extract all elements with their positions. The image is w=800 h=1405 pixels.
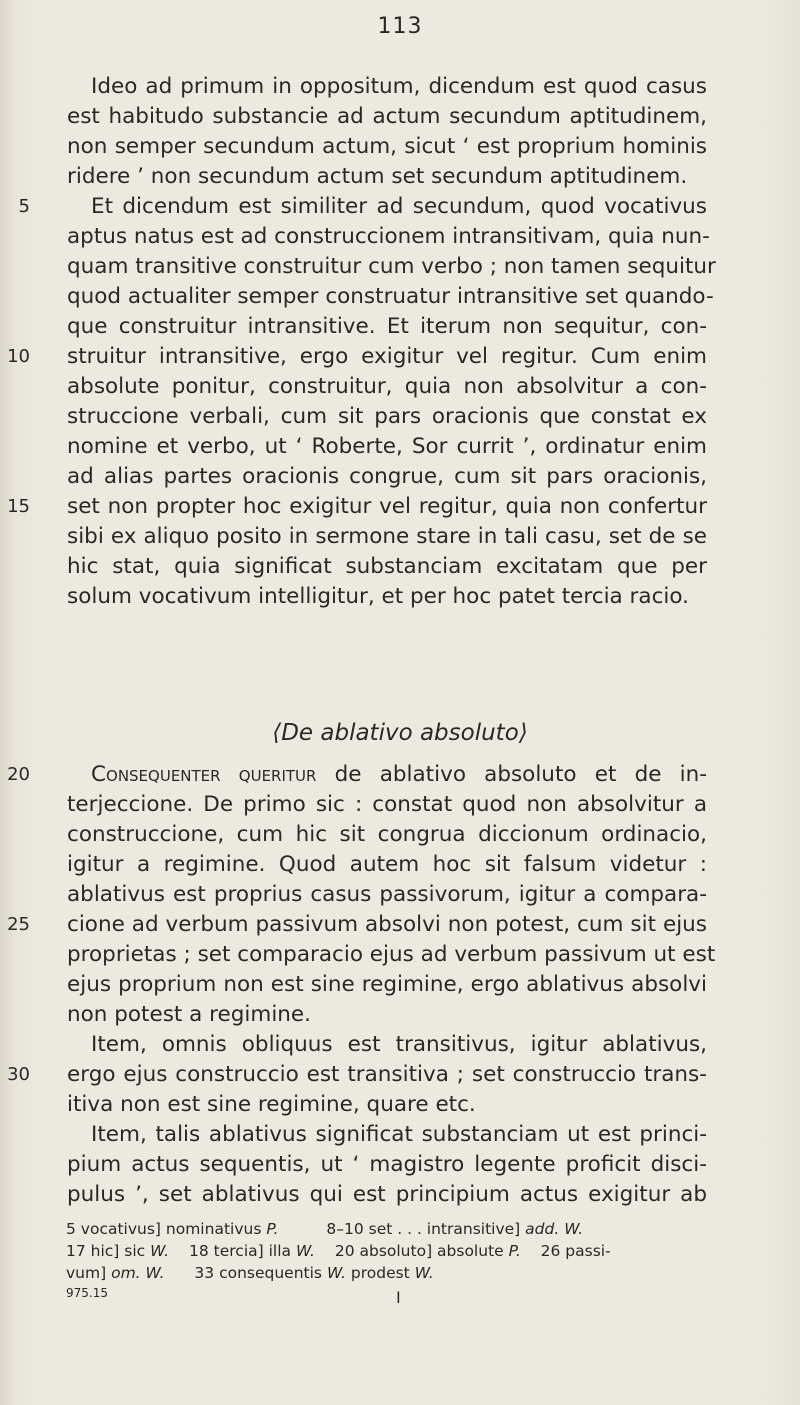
text-line: quam transitive construitur cum verbo ; non tamen sequitur [67,254,716,279]
page-number: 113 [377,14,423,39]
note-ref: 17 hic] sic [66,1242,146,1260]
note-siglum: W. [145,1264,165,1282]
text-line [91,760,707,790]
note-siglum: P. [508,1242,521,1260]
text-line: Ideo ad primum in oppositum, dicendum est quod casus [91,74,707,99]
text-line: non potest a regimine. [67,1002,311,1027]
note-om: om. [111,1264,141,1282]
text-line: Et dicendum est similiter ad secundum, quod vocativus [91,194,707,219]
text-line: terjeccione. De primo sic : constat quod non absolvitur a [67,792,707,817]
note-ref: vum] [66,1264,107,1282]
text-line-rest: de ablativo absoluto et de in- [316,762,707,787]
line-number: 25 [7,914,30,935]
text-line: quod actualiter semper construatur intransitive set quando- [67,284,714,309]
text-line: hic stat, quia significat substanciam excitatam que per [67,554,707,579]
note-text: nominativus [165,1220,262,1238]
text-line: ridere ’ non secundum actum set secundum aptitudinem. [67,164,688,189]
note-ref: prodest [350,1264,410,1282]
note-siglum: W. [326,1264,346,1282]
text-line: proprietas ; set comparacio ejus ad verbum passivum ut est [67,942,716,967]
note-ref: 20 absoluto] absolute [334,1242,504,1260]
line-number: 20 [7,764,30,785]
sheet-mark: I [396,1288,401,1307]
text-line: cione ad verbum passivum absolvi non potest, cum sit ejus [67,912,707,937]
note-siglum: W. [564,1220,584,1238]
note-ref: 5 vocativus] [66,1220,161,1238]
text-line: ablativus est proprius casus passivorum, igitur a compara- [67,882,707,907]
text-line: absolute ponitur, construitur, quia non absolvitur a con- [67,374,707,399]
text-line: pulus ’, set ablativus qui est principium actus exigitur ab [67,1182,707,1207]
text-line: est habitudo substancie ad actum secundum aptitudinem, [67,104,707,129]
text-line: construccione, cum hic sit congrua diccionum ordinacio, [67,822,707,847]
note-siglum: W. [150,1242,170,1260]
note-ref: 26 passi- [540,1242,611,1260]
line-number: 15 [7,496,30,517]
text-line: ad alias partes oracionis congrue, cum sit pars oracionis, [67,464,707,489]
line-number: 10 [7,346,30,367]
text-line: ejus proprium non est sine regimine, ergo ablativus absolvi [67,972,707,997]
line-number: 5 [18,196,30,217]
apparatus-line [66,1218,716,1240]
note-add: add. [525,1220,560,1238]
note-siglum: W. [295,1242,315,1260]
text-line: set non propter hoc exigitur vel regitur, quia non confertur [67,494,707,519]
text-line: igitur a regimine. Quod autem hoc sit falsum videtur : [67,852,707,877]
text-line: que construitur intransitive. Et iterum non sequitur, con- [67,314,707,339]
apparatus-line [66,1262,716,1284]
text-line: itiva non est sine regimine, quare etc. [67,1092,476,1117]
printer-signature: 975.15 [66,1286,108,1300]
text-line: struccione verbali, cum sit pars oracionis que constat ex [67,404,707,429]
section-heading: ⟨De ablativo absoluto⟩ [272,720,528,746]
text-line: non semper secundum actum, sicut ‘ est proprium hominis [67,134,707,159]
text-line: nomine et verbo, ut ‘ Roberte, Sor currit ’, ordinatur enim [67,434,707,459]
text-line: struitur intransitive, ergo exigitur vel regitur. Cum enim [67,344,707,369]
section-opening-word: Consequenter queritur [91,762,317,787]
note-ref: 18 tercia] illa [189,1242,292,1260]
note-siglum: P. [266,1220,279,1238]
note-ref: 8–10 set . . . intransitive] [326,1220,521,1238]
text-line: solum vocativum intelligitur, et per hoc patet tercia racio. [67,584,689,609]
text-line: sibi ex aliquo posito in sermone stare in tali casu, set de se [67,524,707,549]
note-siglum: W. [414,1264,434,1282]
text-line: pium actus sequentis, ut ‘ magistro legente proficit disci- [67,1152,707,1177]
text-line: Item, talis ablativus significat substanciam ut est princi- [91,1122,707,1147]
apparatus-line [66,1240,716,1262]
note-ref: 33 consequentis [194,1264,322,1282]
line-number: 30 [7,1064,30,1085]
text-line: ergo ejus construccio est transitiva ; set construccio trans- [67,1062,707,1087]
text-line: aptus natus est ad construccionem intransitivam, quia nun- [67,224,710,249]
text-line: Item, omnis obliquus est transitivus, igitur ablativus, [91,1032,707,1057]
